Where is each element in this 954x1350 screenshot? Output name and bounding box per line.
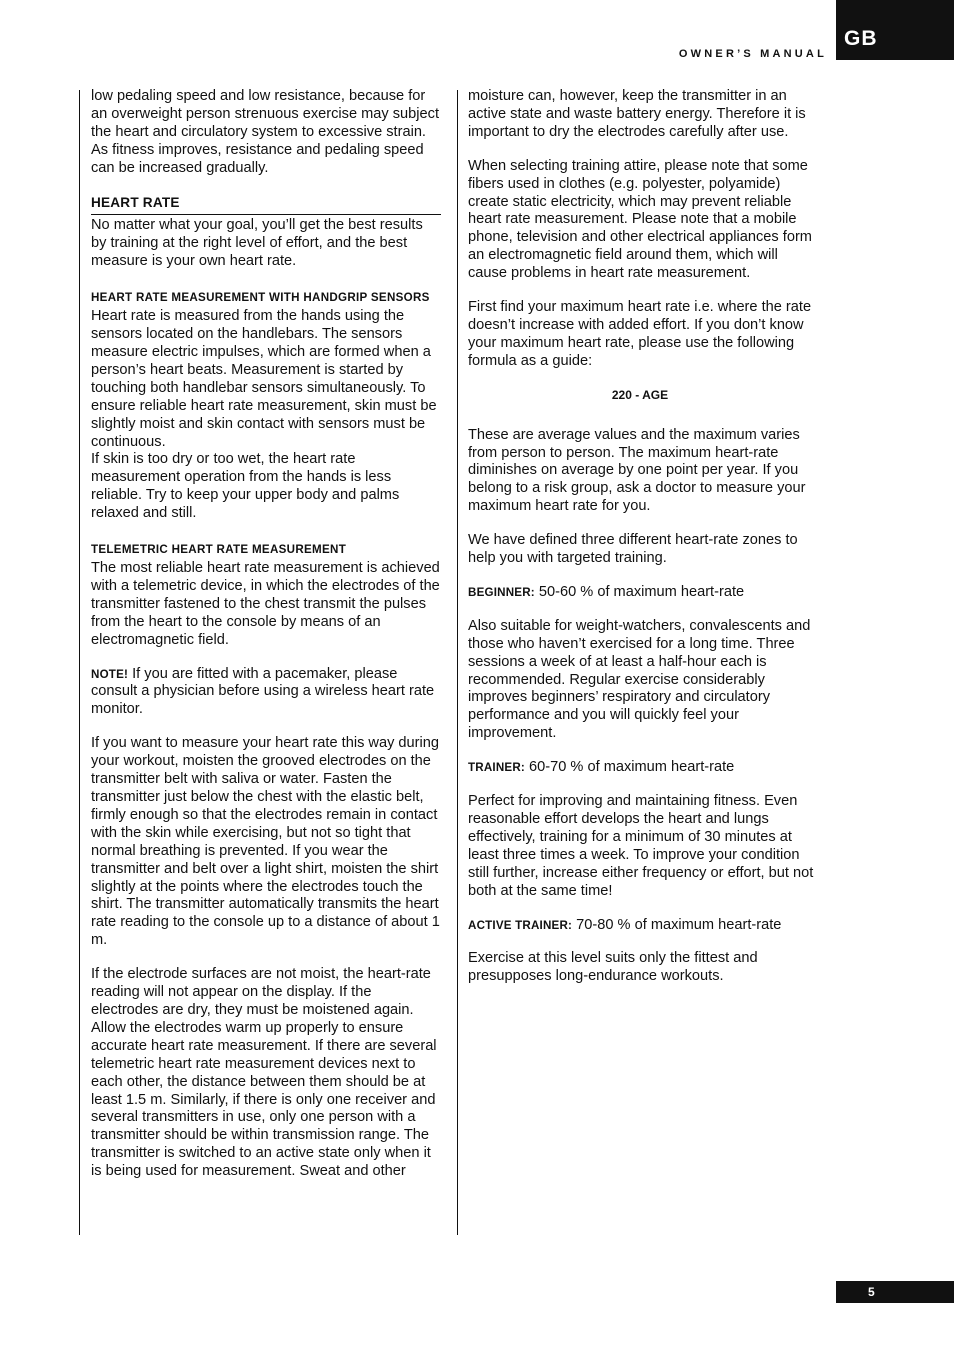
manual-title: OWNER’S MANUAL xyxy=(678,48,827,60)
max-heart-rate-formula: 220 - AGE xyxy=(611,387,669,402)
average-paragraph: These are average values and the maximum varies from person to person. The maximum heart-rate diminishes on average by one point per year. If you belong to a risk group, ask a doctor to measure your maximum heart rate for you. xyxy=(468,426,806,515)
beginner-zone xyxy=(468,584,820,602)
electrode-paragraph: If the electrode surfaces are not moist, the heart-rate reading will not appear on the display. If the electrodes are dry, they must be moistened again. Allow the electrodes warm up properly to ensure accurate heart rate measurement. If there are several telemetric heart rate measurement devices next to each other, the distance between them should be at least 1.5 m. Similarly, if there is only one receiver and several transmitters in use, only one person with a transmitter should be within transmission range. The transmitter is switched to an active state only when it is being used for measurement. Sweat and other xyxy=(91,966,437,1180)
handgrip-paragraph-2: If skin is too dry or too wet, the heart rate measurement operation from the hands is less reliable. Try to keep your upper body and palms relaxed and still. xyxy=(91,451,400,522)
active-trainer-value: 70-80 % of maximum heart-rate xyxy=(572,916,782,933)
trainer-zone xyxy=(468,759,820,777)
heading-heart-rate: HEART RATE xyxy=(91,194,441,216)
trainer-label: TRAINER: xyxy=(468,761,525,775)
beginner-paragraph: Also suitable for weight-watchers, convalescents and those who haven’t exercised for a long time. Three sessions a week of at least a half-hour each is recommended. Regular exercise considerably improves beginners’ respiratory and circulatory performance and you will quickly feel your improvement. xyxy=(468,617,811,742)
beginner-value: 50-60 % of maximum heart-rate xyxy=(534,583,745,600)
language-tab-label: GB xyxy=(844,27,878,50)
telemetric-paragraph: The most reliable heart rate measurement is achieved with a telemetric device, in which the electrodes of the transmitter fastened to the chest transmit the pulses from the heart to the console by means of an electromagnetic field. xyxy=(91,560,440,648)
left-column-rule xyxy=(79,90,80,1235)
attire-paragraph: When selecting training attire, please note that some fibers used in clothes (e.g. polyester, polyamide) create static electricity, which may prevent reliable heart rate measurement. Please note that a mobile phone, television and other electrical appliances form an electromagnetic field around them, which will cause problems in heart rate measurement. xyxy=(468,157,812,282)
page-number-tab xyxy=(836,1281,954,1303)
handgrip-paragraph-1: Heart rate is measured from the hands using the sensors located on the handlebars. The sensors measure electric impulses, which are formed when a person’s heart beats. Measurement is started by touching both handlebar sensors simultaneously. To ensure reliable heart rate measurement, skin must be slightly moist and skin contact with sensors must be continuous. xyxy=(91,308,437,450)
trainer-paragraph: Perfect for improving and maintaining fitness. Even reasonable effort develops the heart and lungs effectively, training for a minimum of 30 minutes at least three times a week. To improve your condition still further, increase either frequency or effort, but not both at the same time! xyxy=(468,793,814,899)
active-trainer-paragraph: Exercise at this level suits only the fittest and presupposes long-endurance workouts. xyxy=(468,950,758,985)
right-column xyxy=(468,88,820,1002)
language-tab xyxy=(836,0,954,60)
trainer-value: 60-70 % of maximum heart-rate xyxy=(525,759,735,776)
left-column xyxy=(91,88,441,1197)
page-number: 5 xyxy=(868,1285,875,1299)
moisture-paragraph: moisture can, however, keep the transmitter in an active state and waste battery energy. Therefore it is important to dry the electrodes carefully after use. xyxy=(468,88,806,140)
note-text: If you are fitted with a pacemaker, please consult a physician before using a wireless heart rate monitor. xyxy=(91,665,435,718)
beginner-label: BEGINNER: xyxy=(468,585,535,599)
active-trainer-zone xyxy=(468,917,820,935)
max-heart-rate-paragraph: First find your maximum heart rate i.e. where the rate doesn’t increase with added effort. If you don’t know your maximum heart rate, please use the following formula as a guide: xyxy=(468,299,812,369)
zones-paragraph: We have defined three different heart-rate zones to help you with targeted training. xyxy=(468,532,798,567)
note-paragraph xyxy=(91,666,441,720)
heading-telemetric: TELEMETRIC HEART RATE MEASUREMENT xyxy=(91,543,347,557)
center-column-rule xyxy=(457,90,458,1235)
heading-handgrip-sensors: HEART RATE MEASUREMENT WITH HANDGRIP SENSORS xyxy=(91,291,430,305)
intro-paragraph: low pedaling speed and low resistance, because for an overweight person strenuous exercise may subject the heart and circulatory system to excessive strain. As fitness improves, resistance and pedaling speed can be increased gradually. xyxy=(91,88,439,176)
active-trainer-label: ACTIVE TRAINER: xyxy=(468,918,573,932)
heart-rate-paragraph: No matter what your goal, you’ll get the best results by training at the right level of effort, and the best measure is your own heart rate. xyxy=(91,217,423,270)
measure-paragraph: If you want to measure your heart rate this way during your workout, moisten the grooved electrodes on the transmitter belt with saliva or water. Fasten the transmitter just below the chest with the elastic belt, firmly enough so that the electrodes remain in contact with the skin while exercising, but not so tight that normal breathing is prevented. If you wear the transmitter and belt over a light shirt, moisten the shirt slightly at the points where the electrodes touch the shirt. The transmitter automatically transmits the heart rate reading to the console up to a distance of about 1 m. xyxy=(91,735,440,949)
note-label: NOTE! xyxy=(91,667,129,681)
